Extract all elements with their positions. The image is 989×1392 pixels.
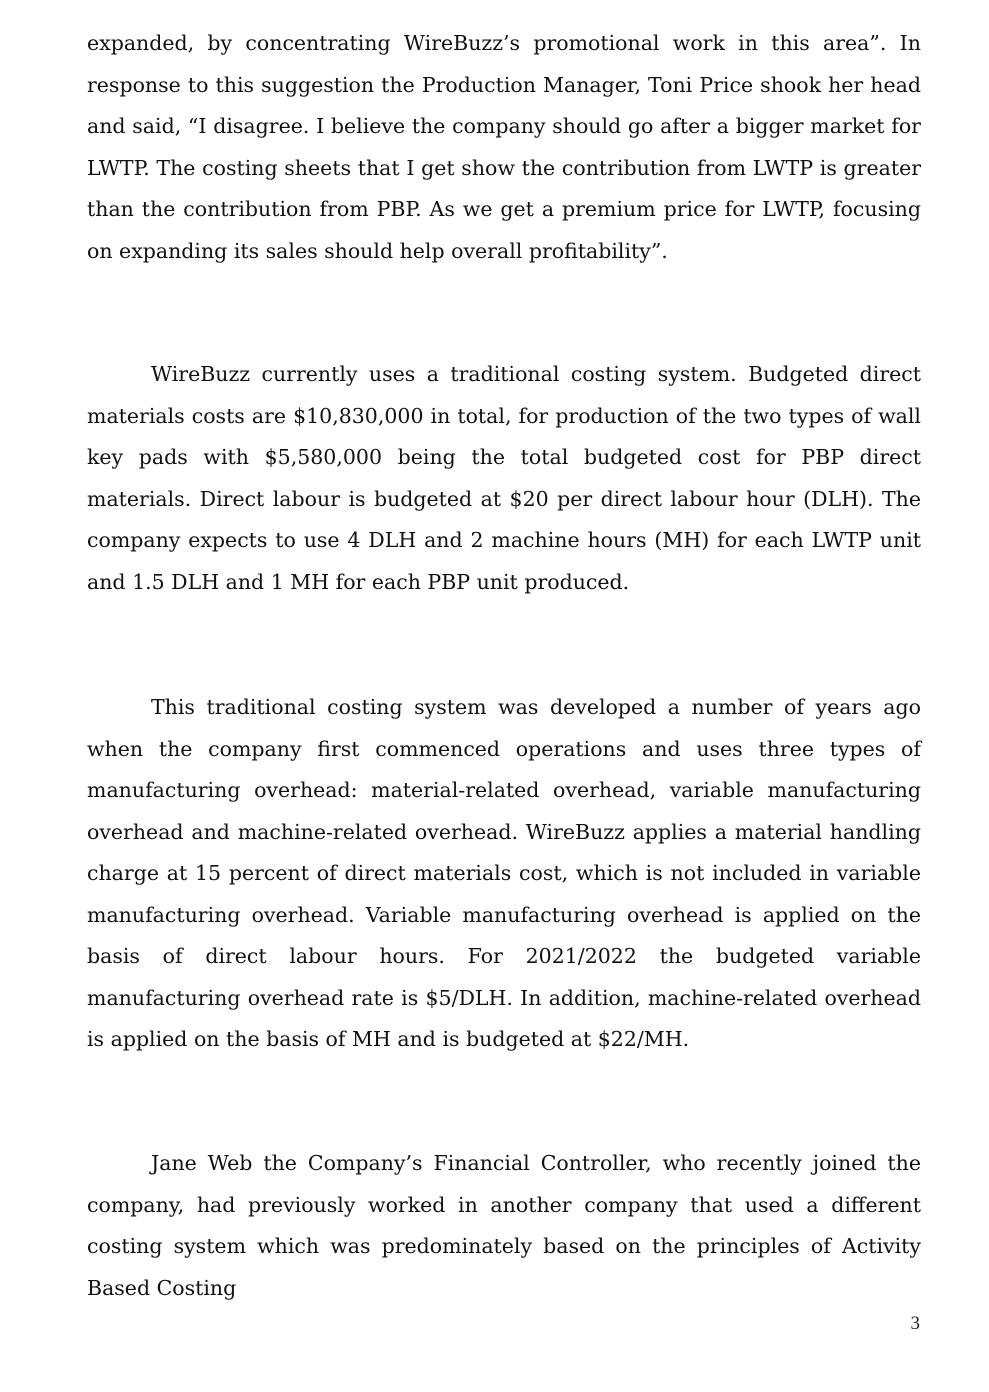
paragraph-continuation: expanded, by concentrating WireBuzz’s promotional work in this area”. In response to this suggestion the Production Manager, Toni Price shook her head and said, “I disagree. I believe the company should go after a bigger market for LWTP. The costing sheets that I get show the contribution from LWTP is greater than the contribution from PBP. As we get a premium price for LWTP, focusing on expanding its sales should help overall profitability”.: [87, 31, 921, 263]
paragraph-financial-controller: Jane Web the Company’s Financial Controller, who recently joined the company, had previously worked in another company that used a different costing system which was predominately based on the principles of Activity Based Costing: [87, 1151, 921, 1300]
paragraph-costing-system: WireBuzz currently uses a traditional costing system. Budgeted direct materials costs are $10,830,000 in total, for production of the two types of wall key pads with $5,580,000 being the total budgeted cost for PBP direct materials. Direct labour is budgeted at $20 per direct labour hour (DLH). The company expects to use 4 DLH and 2 machine hours (MH) for each LWTP unit and 1.5 DLH and 1 MH for each PBP unit produced.: [87, 362, 921, 594]
page-number: 3: [910, 1313, 920, 1334]
paragraph-overhead: This traditional costing system was developed a number of years ago when the company first commenced operations and uses three types of manufacturing overhead: material-related overhead, variable manufacturing overhead and machine-related overhead. WireBuzz applies a material handling charge at 15 percent of direct materials cost, which is not included in variable manufacturing overhead. Variable manufacturing overhead is applied on the basis of direct labour hours. For 2021/2022 the budgeted variable manufacturing overhead rate is $5/DLH. In addition, machine-related overhead is applied on the basis of MH and is budgeted at $22/MH.: [87, 695, 921, 1051]
